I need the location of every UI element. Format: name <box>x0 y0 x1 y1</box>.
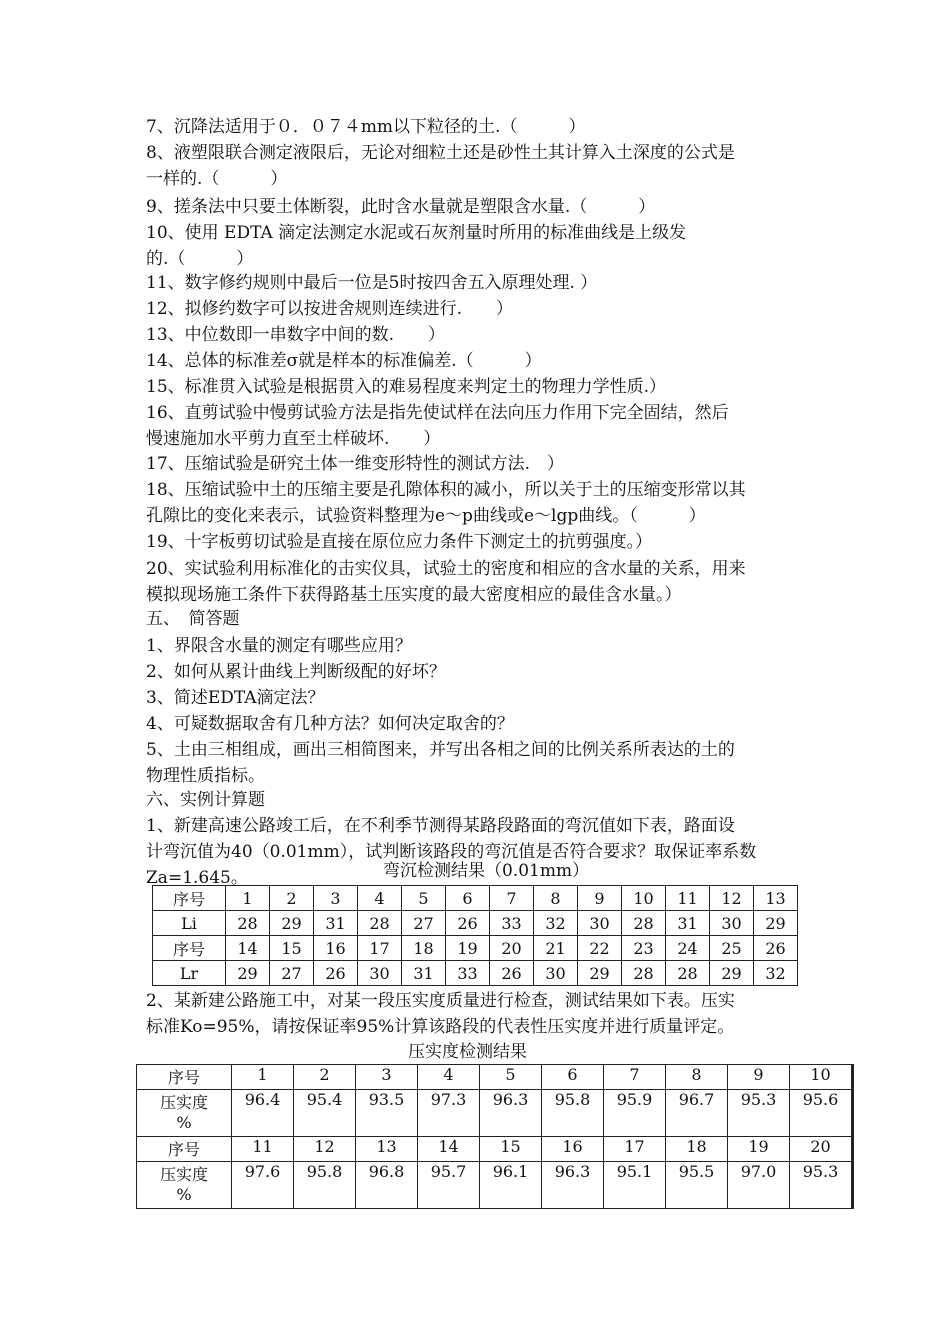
text-line: 3、简述EDTA滴定法？ <box>146 688 325 708</box>
text-line: 4、可疑数据取舍有几种方法？如何决定取舍的？ <box>146 714 514 734</box>
text-line: 2、如何从累计曲线上判断级配的好坏？ <box>146 662 446 682</box>
text-line: 16、直剪试验中慢剪试验方法是指先使试样在法向压力作用下完全固结，然后 <box>146 403 729 423</box>
table-cell: 31 <box>666 911 710 936</box>
table-cell: 95.7 <box>418 1162 480 1209</box>
table-cell: 17 <box>604 1137 666 1162</box>
table-cell: 7 <box>604 1065 666 1090</box>
row-label-cell: Lr <box>153 961 226 986</box>
table-cell: 95.3 <box>790 1162 853 1209</box>
table-cell: 33 <box>490 911 534 936</box>
table-row <box>153 911 798 936</box>
table-cell: 27 <box>270 961 314 986</box>
table-cell: 24 <box>666 936 710 961</box>
text-line: 物理性质指标。 <box>146 766 265 786</box>
text-line: 19、十字板剪切试验是直接在原位应力条件下测定土的抗剪强度。） <box>146 532 653 552</box>
table-cell: 33 <box>446 961 490 986</box>
label-unit: % <box>176 1113 192 1132</box>
table-cell: 95.6 <box>790 1090 853 1137</box>
table-cell: 95.3 <box>728 1090 790 1137</box>
text-line: 13、中位数即一串数字中间的数. ） <box>146 325 446 345</box>
table-cell: 16 <box>314 936 358 961</box>
table-row <box>137 1090 853 1137</box>
table-cell: 21 <box>534 936 578 961</box>
table-cell: 26 <box>490 961 534 986</box>
text-line: 模拟现场施工条件下获得路基土压实度的最大密度相应的最佳含水量。） <box>146 585 682 605</box>
row-label-cell: 序号 <box>137 1065 232 1090</box>
table-cell: 25 <box>710 936 754 961</box>
table-cell: 95.1 <box>604 1162 666 1209</box>
text-line: 18、压缩试验中土的压缩主要是孔隙体积的减小，所以关于土的压缩变形常以其 <box>146 480 746 500</box>
table-cell: 95.8 <box>294 1162 356 1209</box>
table-cell: 20 <box>490 936 534 961</box>
table-row <box>153 886 798 911</box>
table-cell: 11 <box>666 886 710 911</box>
table-cell: 96.8 <box>356 1162 418 1209</box>
table-cell: 6 <box>446 886 490 911</box>
row-label-cell: 序号 <box>153 936 226 961</box>
table-cell: 28 <box>226 911 270 936</box>
text-line: 5、土由三相组成，画出三相简图来，并写出各相之间的比例关系所表达的土的 <box>146 740 735 760</box>
table-cell: 12 <box>294 1137 356 1162</box>
table-cell: 96.1 <box>480 1162 542 1209</box>
table-cell: 11 <box>232 1137 294 1162</box>
table-cell: 18 <box>666 1137 728 1162</box>
table-cell: 10 <box>622 886 666 911</box>
table1-caption: 弯沉检测结果（0.01mm） <box>383 861 590 881</box>
table-cell: 3 <box>314 886 358 911</box>
table-cell: 15 <box>270 936 314 961</box>
question-2-line-1: 2、某新建公路施工中，对某一段压实度质量进行检查，测试结果如下表。压实 <box>146 991 735 1011</box>
text-line: 10、使用 EDTA 滴定法测定水泥或石灰剂量时所用的标准曲线是上级发 <box>146 223 687 243</box>
label-line: 压实度 <box>159 1093 208 1112</box>
table-cell: 16 <box>542 1137 604 1162</box>
table-cell: 32 <box>754 961 798 986</box>
table-cell: 30 <box>710 911 754 936</box>
table-cell: 97.3 <box>418 1090 480 1137</box>
text-line: 17、压缩试验是研究土体一维变形特性的测试方法. ） <box>146 454 565 474</box>
text-line: 12、拟修约数字可以按进舍规则连续进行. ） <box>146 299 514 319</box>
text-line: 计弯沉值为40（0.01mm），试判断该路段的弯沉值是否符合要求？取保证率系数 <box>146 842 757 862</box>
table-cell: 96.4 <box>232 1090 294 1137</box>
table-cell: 22 <box>578 936 622 961</box>
table-cell: 19 <box>446 936 490 961</box>
table-cell: 32 <box>534 911 578 936</box>
table-cell: 29 <box>270 911 314 936</box>
text-line: Za=1.645。 <box>146 868 248 888</box>
table-cell: 7 <box>490 886 534 911</box>
text-line: 20、实试验利用标准化的击实仪具，试验土的密度和相应的含水量的关系，用来 <box>146 559 746 579</box>
table-cell: 95.8 <box>542 1090 604 1137</box>
table-cell: 2 <box>270 886 314 911</box>
table-cell: 96.7 <box>666 1090 728 1137</box>
table-cell: 29 <box>754 911 798 936</box>
row-label-cell: Li <box>153 911 226 936</box>
table-cell: 15 <box>480 1137 542 1162</box>
text-line: 的.（ ） <box>146 249 254 269</box>
table-cell: 8 <box>534 886 578 911</box>
table-cell: 31 <box>402 961 446 986</box>
table-cell: 96.3 <box>480 1090 542 1137</box>
text-line: 11、数字修约规则中最后一位是5时按四舍五入原理处理. ） <box>146 273 598 293</box>
table-cell: 30 <box>578 911 622 936</box>
table-cell: 26 <box>314 961 358 986</box>
table-cell: 20 <box>790 1137 853 1162</box>
table-cell: 30 <box>534 961 578 986</box>
table-cell: 28 <box>622 911 666 936</box>
table-cell: 29 <box>226 961 270 986</box>
table-cell: 5 <box>480 1065 542 1090</box>
row-label-cell: 序号 <box>137 1137 232 1162</box>
table-cell: 8 <box>666 1065 728 1090</box>
text-line: 五、 简答题 <box>146 609 240 629</box>
text-line: 一样的.（ ） <box>146 169 288 189</box>
table-cell: 17 <box>358 936 402 961</box>
text-line: 8、液塑限联合测定液限后，无论对细粒土还是砂性土其计算入土深度的公式是 <box>146 143 735 163</box>
table-cell: 26 <box>754 936 798 961</box>
table-cell: 23 <box>622 936 666 961</box>
label-unit: % <box>176 1185 192 1204</box>
table-cell: 28 <box>622 961 666 986</box>
table-row <box>153 961 798 986</box>
row-label-cell <box>137 1090 232 1137</box>
table-cell: 27 <box>402 911 446 936</box>
table-cell: 95.5 <box>666 1162 728 1209</box>
table-cell: 9 <box>578 886 622 911</box>
table-cell: 28 <box>358 911 402 936</box>
table-cell: 3 <box>356 1065 418 1090</box>
table-cell: 96.3 <box>542 1162 604 1209</box>
table2-caption: 压实度检测结果 <box>408 1042 527 1062</box>
table-cell: 19 <box>728 1137 790 1162</box>
table-cell: 14 <box>226 936 270 961</box>
table-cell: 97.6 <box>232 1162 294 1209</box>
text-line: 孔隙比的变化来表示，试验资料整理为e～p曲线或e～lgp曲线。（ ） <box>146 506 706 526</box>
table-cell: 12 <box>710 886 754 911</box>
row-label-cell <box>137 1162 232 1209</box>
compaction-table <box>136 1064 854 1209</box>
table-cell: 6 <box>542 1065 604 1090</box>
table-cell: 9 <box>728 1065 790 1090</box>
table-cell: 29 <box>578 961 622 986</box>
table-cell: 31 <box>314 911 358 936</box>
table-cell: 95.9 <box>604 1090 666 1137</box>
table-cell: 4 <box>418 1065 480 1090</box>
table-cell: 5 <box>402 886 446 911</box>
text-line: 7、沉降法适用于０．０７４mm以下粒径的土.（ ） <box>146 117 586 137</box>
table-row <box>137 1065 853 1090</box>
table-cell: 4 <box>358 886 402 911</box>
table-cell: 1 <box>226 886 270 911</box>
text-line: 六、实例计算题 <box>146 790 265 810</box>
table-cell: 28 <box>666 961 710 986</box>
table-cell: 93.5 <box>356 1090 418 1137</box>
text-line: 1、新建高速公路竣工后，在不利季节测得某路段路面的弯沉值如下表，路面设 <box>146 816 735 836</box>
table-cell: 10 <box>790 1065 853 1090</box>
question-2-line-2: 标准Ko=95%，请按保证率95%计算该路段的代表性压实度并进行质量评定。 <box>146 1017 735 1037</box>
label-line: 压实度 <box>159 1165 208 1184</box>
table-row <box>137 1162 853 1209</box>
table-row <box>153 936 798 961</box>
table-cell: 1 <box>232 1065 294 1090</box>
table-cell: 14 <box>418 1137 480 1162</box>
table-cell: 18 <box>402 936 446 961</box>
table-cell: 2 <box>294 1065 356 1090</box>
text-line: 15、标准贯入试验是根据贯入的难易程度来判定土的物理力学性质.） <box>146 377 667 397</box>
row-label-cell: 序号 <box>153 886 226 911</box>
table-cell: 29 <box>710 961 754 986</box>
text-line: 1、界限含水量的测定有哪些应用？ <box>146 636 412 656</box>
table-cell: 97.0 <box>728 1162 790 1209</box>
table-cell: 26 <box>446 911 490 936</box>
text-line: 慢速施加水平剪力直至土样破坏. ） <box>146 429 441 449</box>
table-row <box>137 1137 853 1162</box>
table-cell: 13 <box>356 1137 418 1162</box>
text-line: 9、搓条法中只要土体断裂，此时含水量就是塑限含水量.（ ） <box>146 197 656 217</box>
table-cell: 30 <box>358 961 402 986</box>
table-cell: 95.4 <box>294 1090 356 1137</box>
table-cell: 13 <box>754 886 798 911</box>
text-line: 14、总体的标准差σ就是样本的标准偏差.（ ） <box>146 351 542 371</box>
deflection-table <box>152 885 798 986</box>
